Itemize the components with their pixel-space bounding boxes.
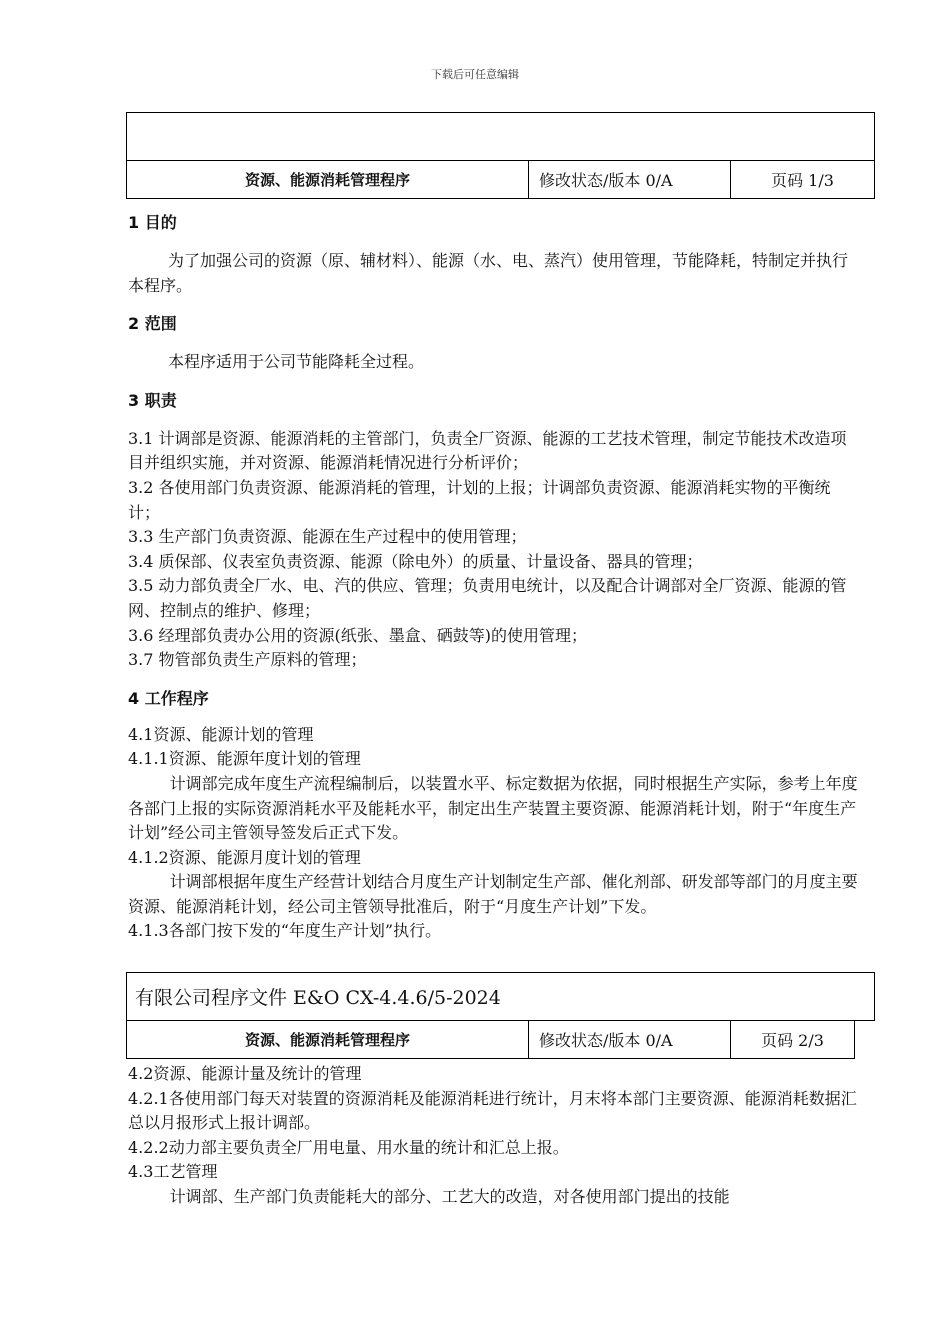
subheading: 4.1资源、能源计划的管理 bbox=[128, 724, 314, 744]
list-item: 3.6 经理部负责办公用的资源(纸张、墨盒、硒鼓等)的使用管理； bbox=[128, 625, 588, 645]
header-revision: 修改状态/版本 0/A bbox=[529, 1021, 731, 1059]
section-heading-responsibilities: 3 职责 bbox=[128, 390, 177, 410]
subheading: 4.1.2资源、能源月度计划的管理 bbox=[128, 847, 361, 867]
page1-body bbox=[128, 211, 858, 944]
subheading: 4.3工艺管理 bbox=[128, 1162, 218, 1182]
paragraph: 计调部完成年度生产流程编制后，以装置水平、标定数据为依据，同时根据生产实际，参考上年度各部门上报的实际资源消耗水平及能耗水平，制定出生产装置主要资源、能源消耗计划，附于“年度生产计划”经公司主管领导签发后正式下发。 bbox=[128, 773, 858, 843]
list-item: 3.2 各使用部门负责资源、能源消耗的管理，计划的上报；计调部负责资源、能源消耗实物的平衡统计； bbox=[128, 477, 831, 522]
list-item: 3.1 计调部是资源、能源消耗的主管部门，负责全厂资源、能源的工艺技术管理，制定节能技术改造项目并组织实施，并对资源、能源消耗情况进行分析评价； bbox=[128, 428, 847, 473]
paragraph: 为了加强公司的资源（原、辅材料）、能源（水、电、蒸汽）使用管理，节能降耗，特制定并执行本程序。 bbox=[128, 251, 849, 295]
list-item: 3.4 质保部、仪表室负责资源、能源（除电外）的质量、计量设备、器具的管理； bbox=[128, 551, 703, 571]
header-company-line bbox=[127, 113, 875, 161]
subheading: 4.1.3各部门按下发的“年度生产计划”执行。 bbox=[128, 921, 442, 941]
paragraph: 计调部根据年度生产经营计划结合月度生产计划制定生产部、催化剂部、研发部等部门的月度主要资源、能源消耗计划，经公司主管领导批准后，附于“月度生产计划”下发。 bbox=[128, 872, 858, 916]
header-company-line: 有限公司程序文件 E&O CX-4.4.6/5-2024 bbox=[127, 973, 875, 1021]
paragraph: 4.2.2动力部主要负责全厂用电量、用水量的统计和汇总上报。 bbox=[128, 1137, 569, 1157]
paragraph: 计调部、生产部门负责能耗大的部分、工艺大的改造，对各使用部门提出的技能 bbox=[169, 1186, 730, 1206]
list-item: 3.3 生产部门负责资源、能源在生产过程中的使用管理； bbox=[128, 527, 527, 547]
document-header-2 bbox=[126, 972, 875, 1059]
document-header-1 bbox=[126, 112, 875, 199]
section-heading-purpose: 1 目的 bbox=[128, 213, 177, 232]
list-item: 3.5 动力部负责全厂水、电、汽的供应、管理；负责用电统计，以及配合计调部对全厂资源、能源的管网、控制点的维护、修理； bbox=[128, 576, 847, 620]
list-item: 3.7 物管部负责生产原料的管理； bbox=[128, 650, 367, 670]
header-page-number: 页码 1/3 bbox=[731, 161, 875, 199]
subheading: 4.2资源、能源计量及统计的管理 bbox=[128, 1064, 362, 1083]
subheading: 4.1.1资源、能源年度计划的管理 bbox=[128, 749, 361, 769]
header-title: 资源、能源消耗管理程序 bbox=[127, 161, 529, 199]
header-spacer bbox=[855, 1021, 875, 1059]
header-title: 资源、能源消耗管理程序 bbox=[127, 1021, 529, 1059]
paragraph: 本程序适用于公司节能降耗全过程。 bbox=[168, 352, 425, 372]
page2-body bbox=[128, 1062, 858, 1210]
header-page-number: 页码 2/3 bbox=[731, 1021, 855, 1059]
header-revision: 修改状态/版本 0/A bbox=[529, 161, 731, 199]
section-heading-scope: 2 范围 bbox=[128, 314, 177, 334]
paragraph: 4.2.1各使用部门每天对装置的资源消耗及能源消耗进行统计，月末将本部门主要资源、能源消耗数据汇总以月报形式上报计调部。 bbox=[128, 1088, 857, 1133]
watermark-text: 下载后可任意编辑 bbox=[431, 68, 519, 81]
section-heading-procedure: 4 工作程序 bbox=[128, 688, 209, 708]
